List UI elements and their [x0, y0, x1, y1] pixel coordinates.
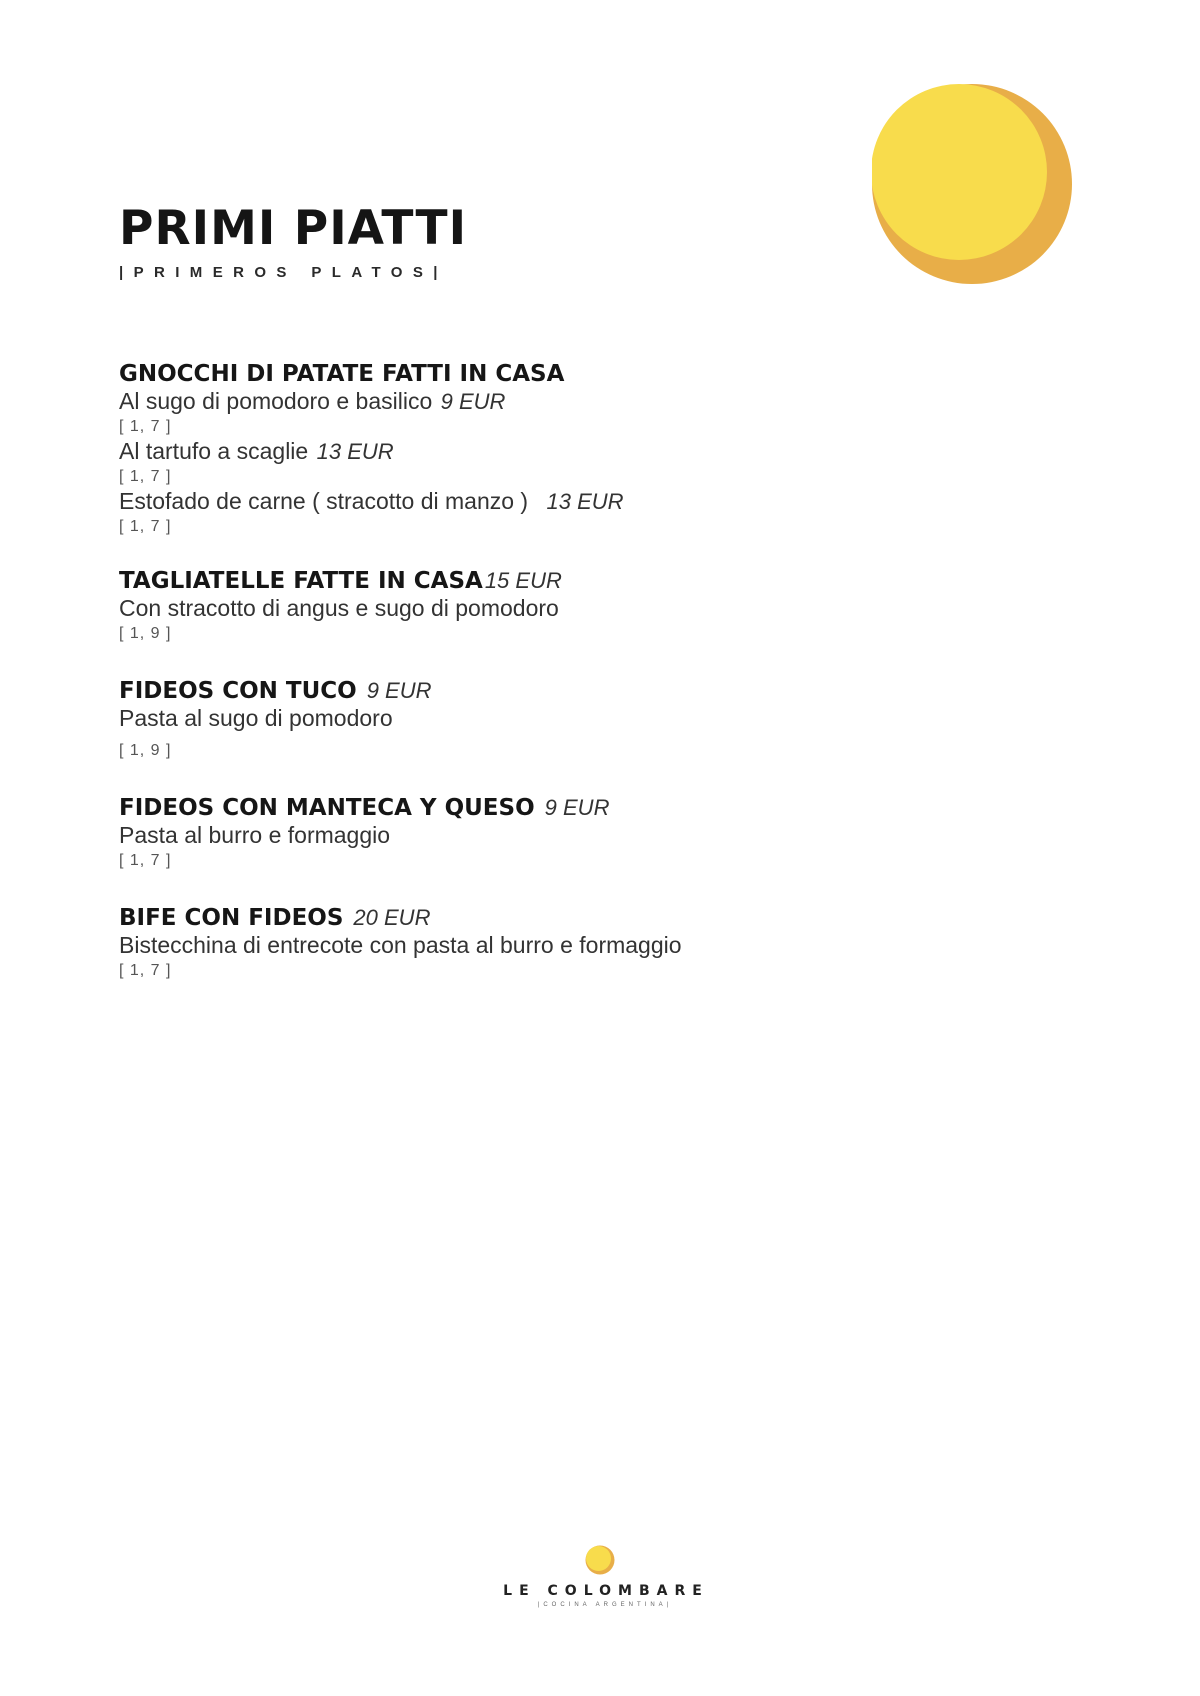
dish-heading	[119, 904, 682, 932]
page-header	[119, 201, 468, 281]
dish-description: Al tartufo a scaglie	[119, 438, 309, 464]
dish-price: 20 EUR	[353, 905, 431, 930]
allergen-list: [ 1, 7 ]	[119, 418, 172, 435]
page-title: PRIMI PIATTI	[119, 201, 468, 256]
dish-description: Al sugo di pomodoro e basilico	[119, 388, 433, 414]
dish-heading	[119, 567, 562, 595]
dish-description: Pasta al burro e formaggio	[119, 822, 391, 848]
dish-name: GNOCCHI DI PATATE FATTI IN CASA	[119, 361, 565, 387]
allergen-list: [ 1, 9 ]	[119, 625, 172, 642]
dish-heading	[119, 794, 609, 822]
dish-price: 9 EUR	[366, 678, 432, 703]
dish-description: Con stracotto di angus e sugo di pomodoro	[119, 595, 559, 621]
dish-heading	[119, 677, 432, 705]
allergen-list: [ 1, 9 ]	[119, 742, 172, 759]
allergen-list: [ 1, 7 ]	[119, 962, 172, 979]
allergen-list: [ 1, 7 ]	[119, 518, 172, 535]
dish-variant	[119, 488, 624, 515]
dish-price: 13 EUR	[316, 439, 394, 464]
menu-item-tagliatelle	[119, 567, 562, 645]
page-subtitle: |PRIMEROS PLATOS|	[119, 264, 448, 281]
dish-name: FIDEOS CON TUCO	[119, 678, 357, 704]
dish-price: 9 EUR	[440, 389, 506, 414]
brand-name: LE COLOMBARE	[503, 1583, 709, 1599]
allergen-list: [ 1, 7 ]	[119, 852, 172, 869]
dish-price: 13 EUR	[546, 489, 624, 514]
dish-name: TAGLIATELLE FATTE IN CASA	[119, 568, 483, 594]
sun-circle-icon	[872, 84, 1072, 284]
menu-item-fideos-manteca	[119, 794, 609, 872]
dish-variant	[119, 438, 624, 465]
dish-description: Estofado de carne ( stracotto di manzo )	[119, 488, 529, 514]
dish-variant	[119, 388, 624, 415]
sun-logo-icon	[585, 1545, 615, 1575]
dish-description: Pasta al sugo di pomodoro	[119, 705, 393, 731]
menu-item-fideos-tuco	[119, 677, 432, 762]
menu-item-bife-fideos	[119, 904, 682, 982]
footer-logo-block	[0, 1545, 1200, 1608]
dish-price: 15 EUR	[484, 568, 562, 593]
dish-name: BIFE CON FIDEOS	[119, 905, 344, 931]
dish-name: FIDEOS CON MANTECA Y QUESO	[119, 795, 535, 821]
dish-description: Bistecchina di entrecote con pasta al burro e formaggio	[119, 932, 682, 958]
brand-tagline: |COCINA ARGENTINA|	[537, 1602, 673, 1608]
allergen-list: [ 1, 7 ]	[119, 468, 172, 485]
dish-price: 9 EUR	[544, 795, 610, 820]
menu-item-gnocchi	[119, 360, 624, 538]
